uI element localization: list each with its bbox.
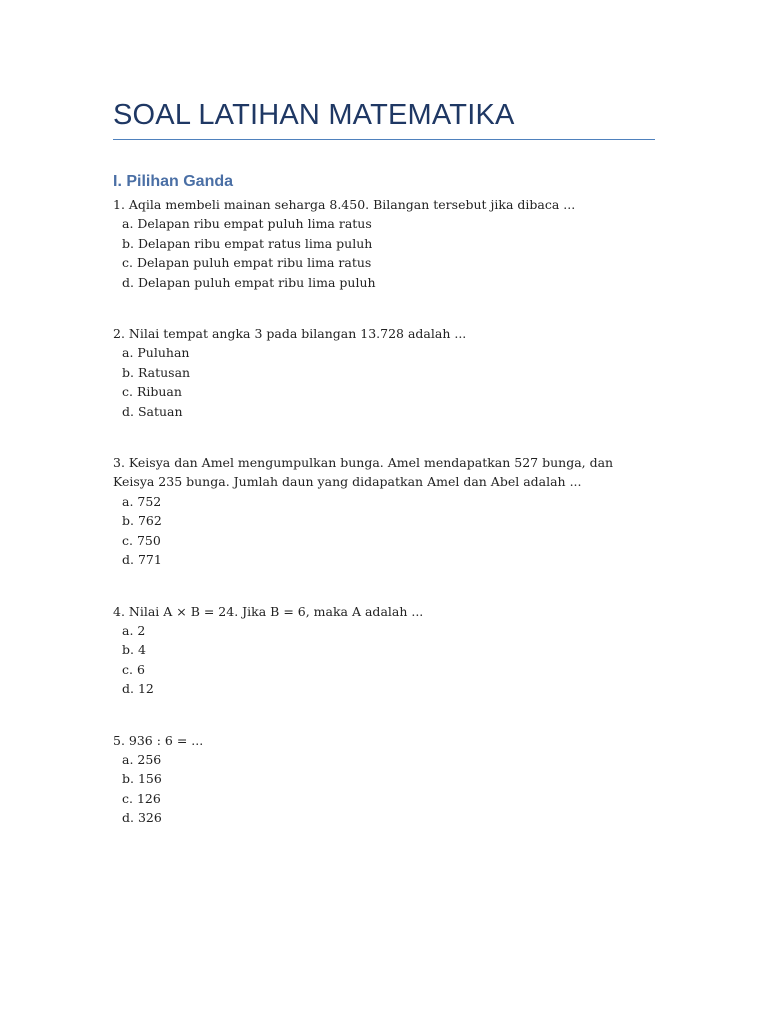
answer-option-a: a. 256 <box>122 751 162 767</box>
question-4 <box>113 602 655 699</box>
question-2 <box>113 324 655 421</box>
answer-options <box>113 343 655 421</box>
answer-option-d: d. 771 <box>122 552 162 568</box>
section-heading: I. Pilihan Ganda <box>113 173 234 190</box>
answer-option-a: a. Puluhan <box>122 345 190 361</box>
answer-option-b: b. Delapan ribu empat ratus lima puluh <box>122 235 373 251</box>
question-stem: 1. Aqila membeli mainan seharga 8.450. Bilangan tersebut jika dibaca ... <box>113 197 576 212</box>
question-stem: 3. Keisya dan Amel mengumpulkan bunga. Amel mendapatkan 527 bunga, dan Keisya 235 bunga. Jumlah daun yang didapatkan Amel dan Abel adalah ... <box>113 455 614 490</box>
answer-option-b: b. 156 <box>122 771 162 787</box>
question-stem: 5. 936 : 6 = ... <box>113 732 204 748</box>
page-title: SOAL LATIHAN MATEMATIKA <box>113 99 515 131</box>
answer-option-c: c. 126 <box>122 790 161 806</box>
question-3 <box>113 453 655 569</box>
answer-option-a: a. Delapan ribu empat puluh lima ratus <box>122 216 372 232</box>
answer-option-c: c. Delapan puluh empat ribu lima ratus <box>122 255 372 271</box>
answer-option-b: b. Ratusan <box>122 364 191 380</box>
answer-options <box>113 621 655 699</box>
question-1 <box>113 195 655 292</box>
answer-option-a: a. 2 <box>122 622 146 638</box>
question-5 <box>113 731 655 828</box>
answer-option-d: d. Satuan <box>122 403 183 419</box>
answer-option-d: d. 326 <box>122 810 162 826</box>
question-list <box>113 195 655 860</box>
answer-option-b: b. 762 <box>122 513 162 529</box>
answer-options <box>113 492 655 570</box>
answer-option-a: a. 752 <box>122 493 162 509</box>
answer-option-b: b. 4 <box>122 642 146 658</box>
answer-option-d: d. Delapan puluh empat ribu lima puluh <box>122 274 376 290</box>
answer-options <box>113 214 655 292</box>
title-divider <box>113 139 655 140</box>
answer-option-c: c. 6 <box>122 661 145 677</box>
answer-option-c: c. Ribuan <box>122 384 182 400</box>
question-stem: 2. Nilai tempat angka 3 pada bilangan 13.728 adalah ... <box>113 326 467 342</box>
answer-option-d: d. 12 <box>122 681 154 697</box>
answer-options <box>113 750 655 828</box>
answer-option-c: c. 750 <box>122 532 161 548</box>
question-stem: 4. Nilai A × B = 24. Jika B = 6, maka A adalah ... <box>113 603 424 619</box>
